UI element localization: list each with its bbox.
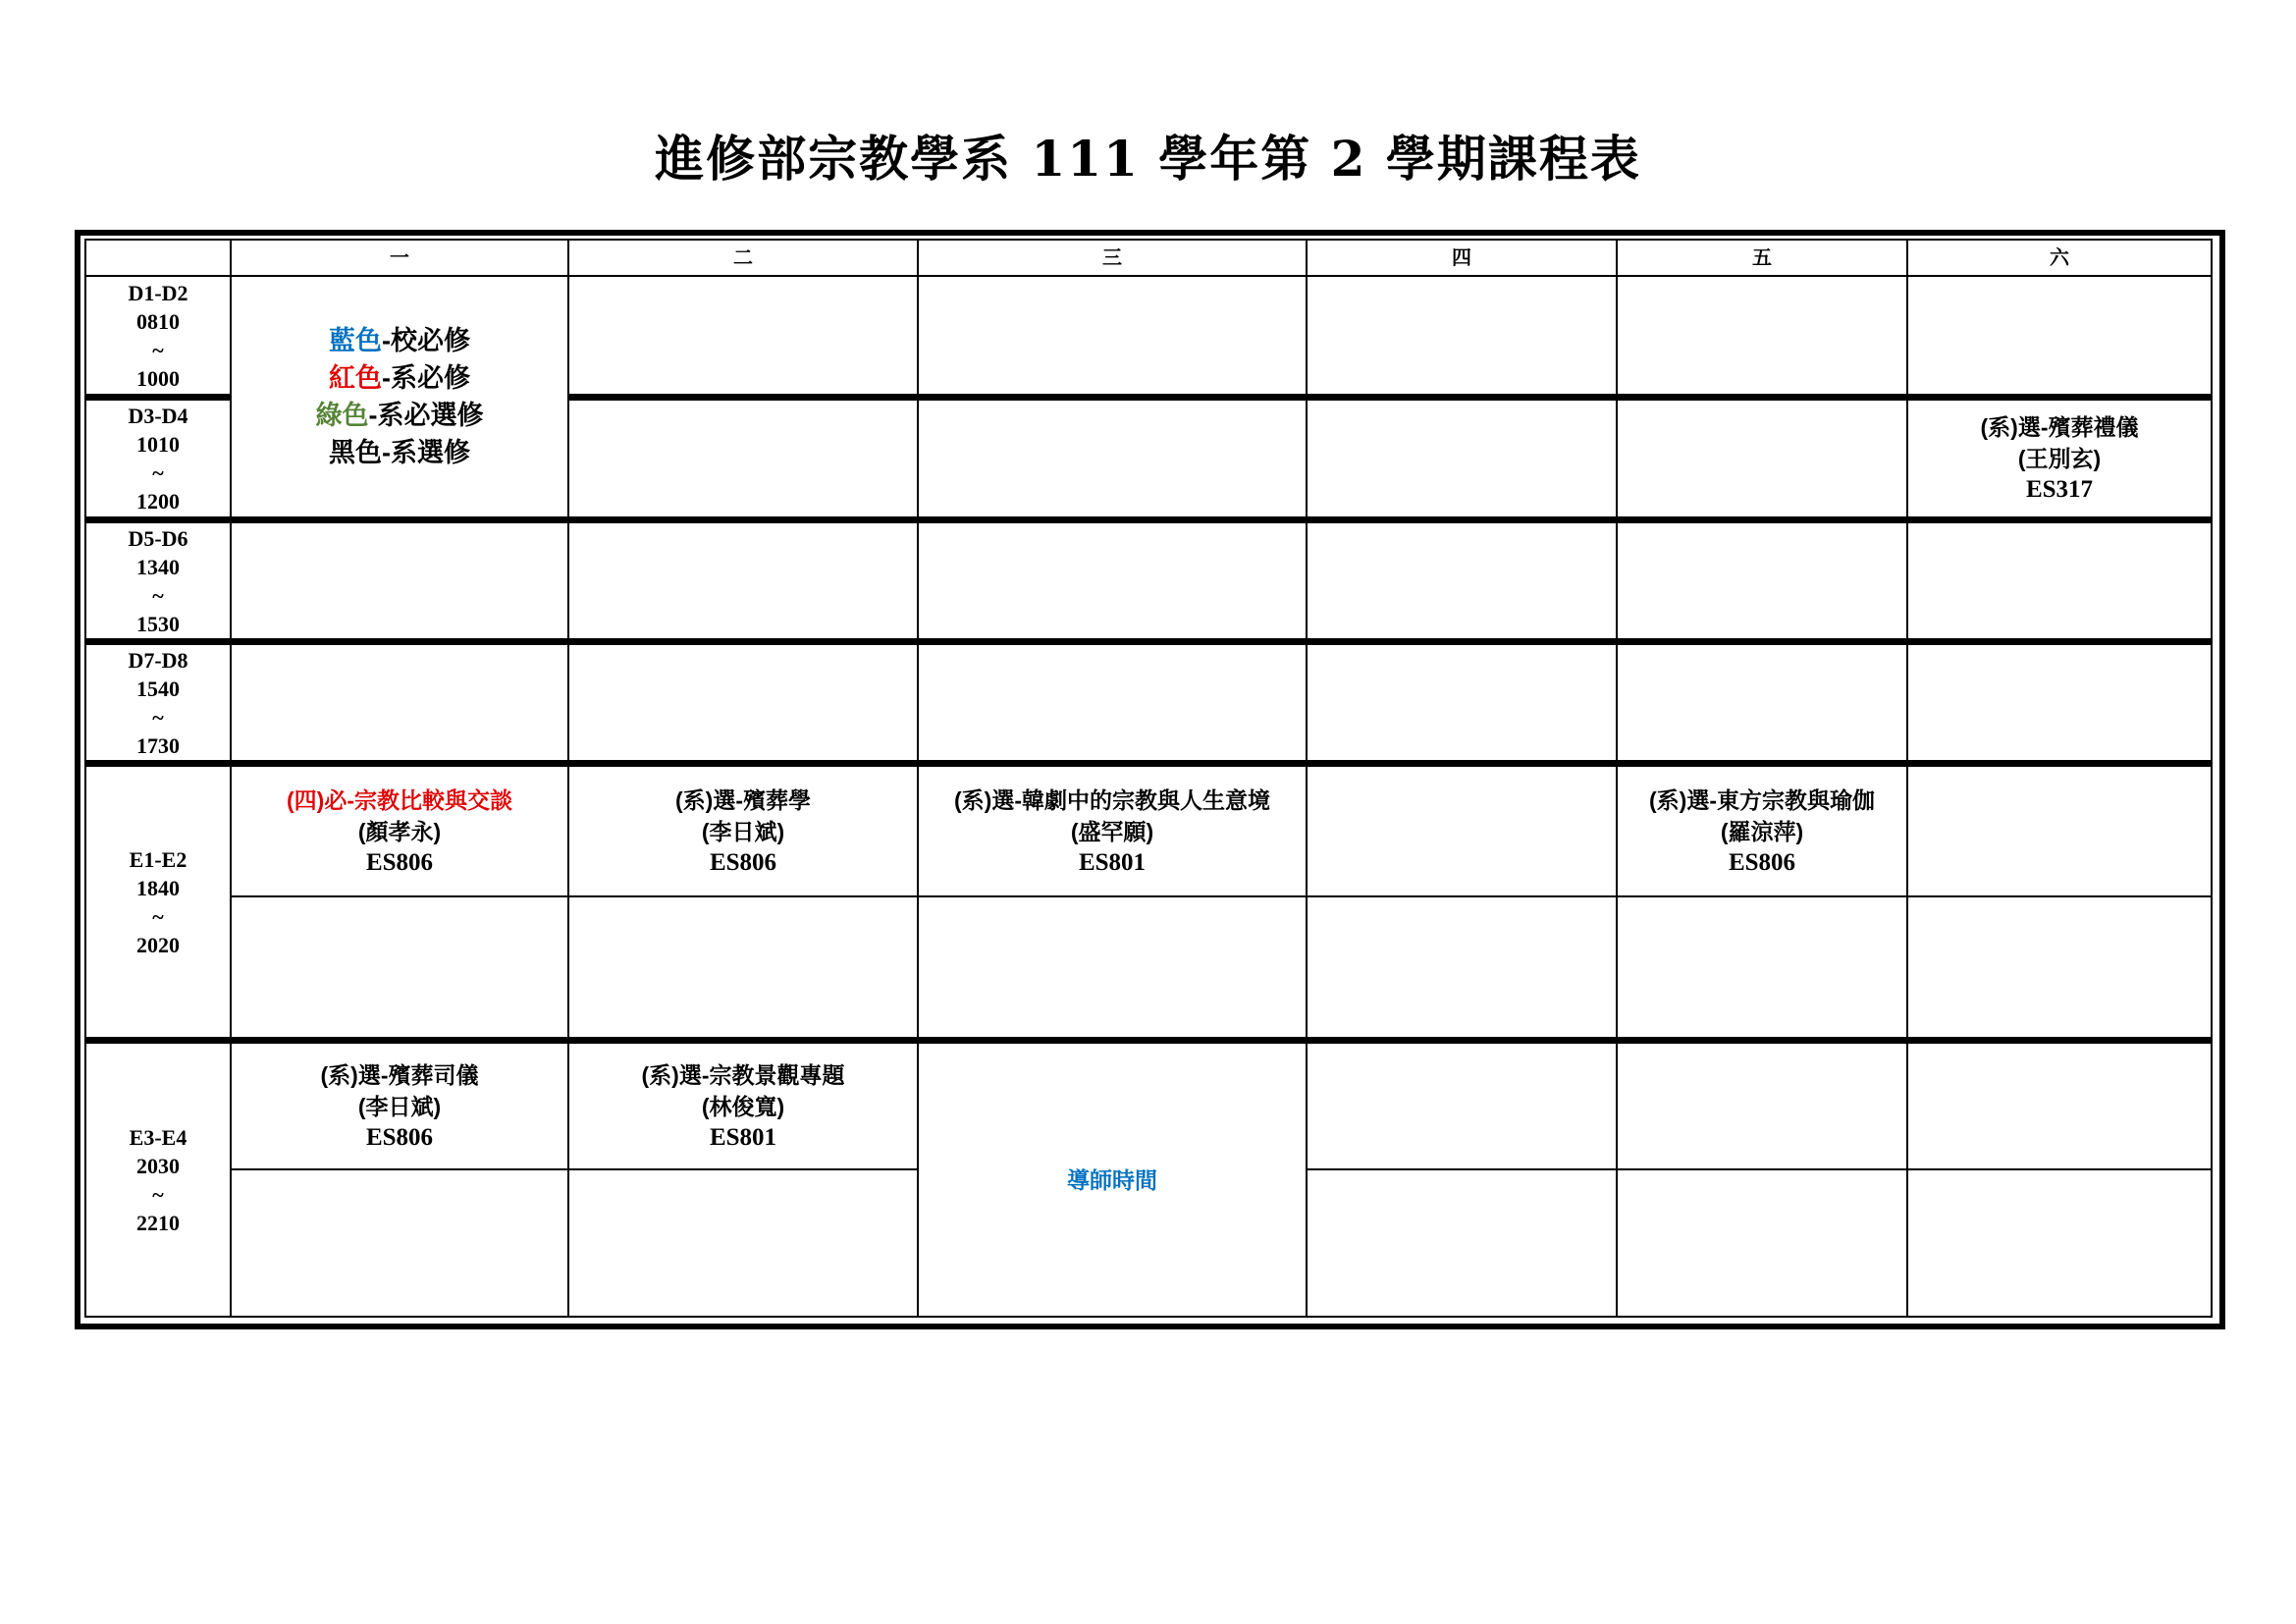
course-room: ES801 bbox=[709, 1123, 777, 1151]
course-room: ES806 bbox=[709, 848, 777, 876]
period-end: 1530 bbox=[136, 611, 180, 636]
course-name: (系)選-殯葬禮儀 bbox=[1980, 414, 2139, 440]
period-end: 2210 bbox=[136, 1210, 180, 1235]
period-start: 1540 bbox=[136, 676, 180, 701]
subrow-divider bbox=[1306, 1168, 2211, 1170]
period-code: D7-D8 bbox=[128, 647, 188, 673]
course-teacher: (林俊寬) bbox=[701, 1093, 785, 1119]
legend-item bbox=[329, 359, 470, 397]
period-divider bbox=[86, 394, 230, 401]
day-header-wed: 三 bbox=[1102, 246, 1122, 269]
period-divider bbox=[567, 394, 2211, 401]
mentor-time: 導師時間 bbox=[1067, 1166, 1157, 1193]
period-sep: ~ bbox=[152, 460, 164, 485]
course-name: (系)選-殯葬學 bbox=[675, 786, 811, 813]
course-room: ES317 bbox=[2025, 476, 2094, 503]
course-mon-e3e4[interactable] bbox=[232, 1044, 567, 1168]
legend-desc: -系選修 bbox=[382, 438, 470, 467]
subrow-divider bbox=[230, 895, 2211, 897]
period-start: 1340 bbox=[136, 554, 180, 579]
period-end: 1200 bbox=[136, 489, 180, 514]
legend-color-label: 藍色 bbox=[329, 326, 382, 355]
legend-color-label: 紅色 bbox=[329, 363, 382, 393]
legend-color-label: 黑色 bbox=[329, 438, 382, 467]
period-sep: ~ bbox=[152, 704, 164, 730]
period-divider bbox=[86, 516, 2211, 523]
course-mon-e1e2[interactable] bbox=[232, 767, 567, 895]
timetable bbox=[84, 239, 2213, 1318]
course-sat-d3d4[interactable] bbox=[1908, 401, 2211, 516]
period-code: E3-E4 bbox=[129, 1124, 187, 1150]
day-header-mon: 一 bbox=[390, 246, 409, 269]
day-header-tue: 二 bbox=[733, 246, 753, 269]
period-sep: ~ bbox=[152, 903, 164, 929]
period-sep: ~ bbox=[152, 1181, 164, 1207]
legend-item bbox=[329, 322, 470, 359]
course-tue-e3e4[interactable] bbox=[569, 1044, 917, 1168]
course-name: (系)選-東方宗教與瑜伽 bbox=[1649, 786, 1875, 813]
period-start: 1010 bbox=[136, 432, 180, 457]
period-code: D5-D6 bbox=[128, 525, 188, 551]
period-label-d3d4 bbox=[86, 401, 230, 516]
legend-item bbox=[329, 434, 470, 471]
color-legend bbox=[232, 277, 567, 516]
course-room: ES806 bbox=[1728, 848, 1796, 876]
period-label-d1d2 bbox=[86, 277, 230, 394]
course-name: (系)選-韓劇中的宗教與人生意境 bbox=[954, 786, 1270, 813]
course-teacher: (羅涼萍) bbox=[1720, 818, 1804, 844]
period-code: E1-E2 bbox=[129, 846, 187, 872]
period-start: 2030 bbox=[136, 1153, 180, 1178]
course-teacher: (李日斌) bbox=[701, 818, 785, 844]
legend-desc: -系必修 bbox=[382, 363, 470, 393]
period-label-d5d6 bbox=[86, 523, 230, 638]
col-divider bbox=[1306, 241, 1308, 1316]
legend-item bbox=[316, 397, 484, 434]
course-wed-e1e2[interactable] bbox=[919, 767, 1306, 895]
course-teacher: (王別玄) bbox=[2017, 446, 2102, 471]
legend-desc: -校必修 bbox=[382, 326, 470, 355]
course-room: ES806 bbox=[365, 1123, 434, 1151]
period-code: D1-D2 bbox=[128, 280, 188, 305]
period-label-e3e4 bbox=[86, 1044, 230, 1316]
period-label-e1e2 bbox=[86, 767, 230, 1037]
course-tue-e1e2[interactable] bbox=[569, 767, 917, 895]
legend-color-label: 綠色 bbox=[315, 401, 369, 430]
course-teacher: (盛罕願) bbox=[1070, 818, 1154, 844]
course-name: (四)必-宗教比較與交談 bbox=[287, 786, 512, 813]
course-name: (系)選-殯葬司儀 bbox=[320, 1061, 479, 1088]
course-room: ES806 bbox=[365, 848, 434, 876]
subrow-divider bbox=[230, 1168, 917, 1170]
period-divider bbox=[86, 638, 2211, 645]
period-start: 1840 bbox=[136, 875, 180, 900]
course-teacher: (顏孝永) bbox=[357, 818, 442, 844]
day-header-fri: 五 bbox=[1752, 246, 1772, 269]
course-name: (系)選-宗教景觀專題 bbox=[641, 1061, 845, 1088]
legend-desc: -系必選修 bbox=[368, 401, 484, 430]
period-end: 2020 bbox=[136, 932, 180, 957]
course-fri-e1e2[interactable] bbox=[1618, 767, 1906, 895]
period-divider bbox=[86, 1037, 2211, 1044]
period-code: D3-D4 bbox=[128, 404, 188, 428]
course-room: ES801 bbox=[1078, 848, 1147, 876]
day-header-sat: 六 bbox=[2050, 246, 2069, 269]
period-sep: ~ bbox=[152, 337, 164, 362]
day-header-thu: 四 bbox=[1452, 246, 1471, 269]
course-teacher: (李日斌) bbox=[357, 1093, 442, 1119]
period-label-d7d8 bbox=[86, 645, 230, 760]
period-divider bbox=[86, 760, 2211, 767]
period-start: 0810 bbox=[136, 308, 180, 334]
period-sep: ~ bbox=[152, 582, 164, 608]
period-end: 1000 bbox=[136, 365, 180, 391]
page-title: 進修部宗教學系 111 學年第 2 學期課程表 bbox=[655, 130, 1641, 188]
period-end: 1730 bbox=[136, 732, 180, 758]
